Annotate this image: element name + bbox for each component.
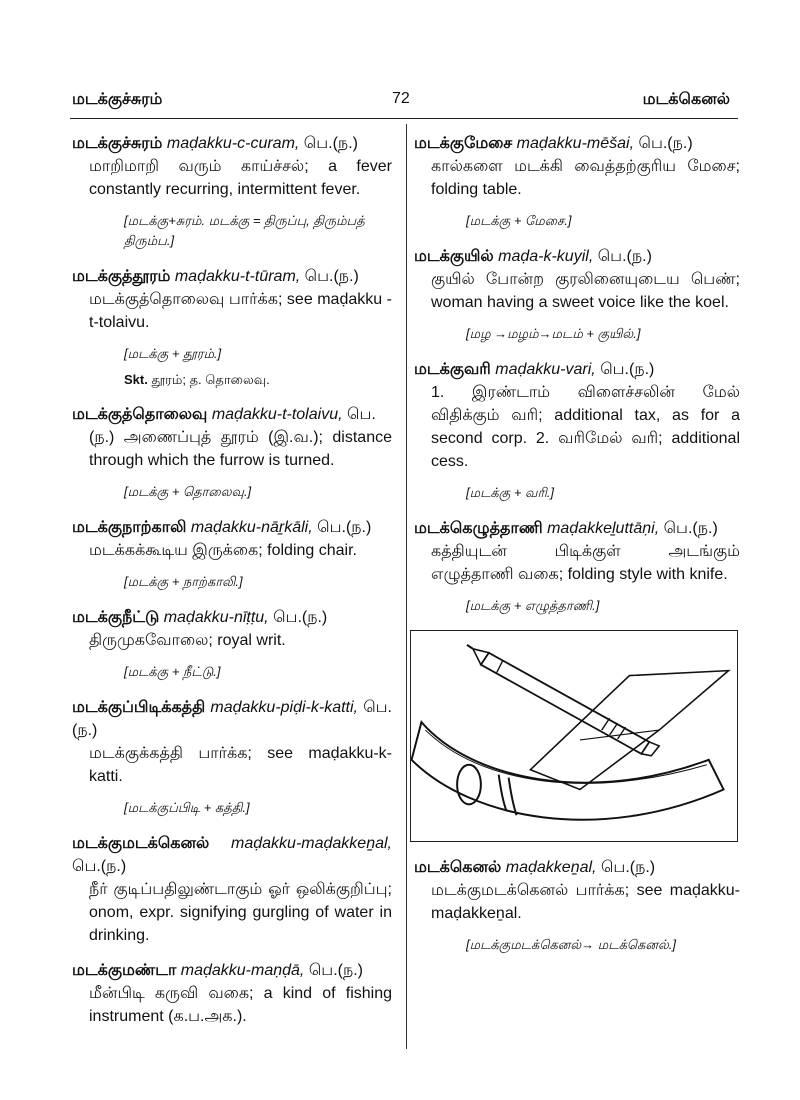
headword: மடக்குவரி <box>414 361 491 378</box>
etymology: [மடக்குமடக்கெனல்→ மடக்கெனல்.] <box>466 937 676 952</box>
definition: கத்தியுடன் பிடிக்குள் அடங்கும் எழுத்தாணி வகை; folding style with knife. <box>431 543 740 583</box>
transliteration: maḍakku-vari, <box>495 361 596 378</box>
headword: மடக்குநாற்காலி <box>72 519 187 536</box>
headword: மடக்குப்பிடிக்கத்தி <box>72 699 206 716</box>
definition: மீன்பிடி கருவி வகை; a kind of fishing instrument (க.ப.அக.). <box>89 985 392 1025</box>
etymology: [மடக்குப்பிடி + கத்தி.] <box>124 800 250 815</box>
headword: மடக்குமடக்கெனல் <box>72 835 210 852</box>
definition: நீர் குடிப்பதிலுண்டாகும் ஓர் ஒலிக்குறிப்பு; onom, expr. signifying gurgling of water in drinking. <box>89 881 392 944</box>
etymology: [மழ →மழம்→மடம் + குயில்.] <box>466 326 641 341</box>
grammar-tag: பெ.(ந.) <box>600 361 655 378</box>
transliteration: maḍakkeḻuttāṇi, <box>547 520 660 537</box>
running-head-left: மடக்குச்சுரம் <box>72 91 163 108</box>
source-note <box>72 372 392 389</box>
definition: மடக்குத்தொலைவு பார்க்க; see maḍakku -t-tolaivu. <box>89 291 392 331</box>
header-rule <box>70 118 738 119</box>
transliteration: maḍakku-t-tūram, <box>174 268 301 285</box>
entry-madakku-manda <box>72 959 392 1028</box>
entry-mada-k-kuyil <box>414 245 740 314</box>
running-head-right: மடக்கெனல் <box>642 91 730 108</box>
definition: திருமுகவோலை; royal writ. <box>89 632 286 649</box>
transliteration: maḍakku-c-curam, <box>166 135 300 152</box>
transliteration: maḍakku-t-tolaivu, <box>211 406 343 423</box>
column-divider <box>406 124 407 1049</box>
headword: மடக்குத்தொலைவு <box>72 406 208 423</box>
right-column <box>414 132 740 969</box>
grammar-tag: பெ.(ந.) <box>663 520 718 537</box>
transliteration: maḍakkeṉal, <box>505 859 597 876</box>
entry-madakku-t-turam <box>72 265 392 334</box>
definition: மாறிமாறி வரும் காய்ச்சல்; a fever constantly recurring, intermittent fever. <box>89 158 392 198</box>
entry-madakku-madakkenal <box>72 832 392 947</box>
folding-style-illustration <box>410 630 738 842</box>
grammar-tag: பெ.(ந.) <box>72 699 392 739</box>
entry-madakkeluttani <box>414 517 740 586</box>
definition: மடக்குமடக்கெனல் பார்க்க; see maḍakku-maḍakkeṉal. <box>431 882 740 922</box>
transliteration: maḍakku-maḍakkeṉal, <box>231 835 392 852</box>
entry-madakku-vari <box>414 358 740 473</box>
grammar-tag: பெ.(ந.) <box>273 609 328 626</box>
folding-style-knife-drawing <box>411 631 737 841</box>
entry-madakku-pidi-k-katti <box>72 696 392 788</box>
grammar-tag: பெ.(ந.) <box>304 268 359 285</box>
note-text: தூரம்; த. தொலைவு. <box>151 372 270 387</box>
transliteration: maḍakku-mēšai, <box>516 135 635 152</box>
headword: மடக்குமண்டா <box>72 962 177 979</box>
grammar-tag: பெ.(ந.) <box>303 135 358 152</box>
grammar-tag: பெ.(ந.) <box>600 859 656 876</box>
definition: கால்களை மடக்கி வைத்தற்குரிய மேசை; folding table. <box>431 158 740 198</box>
headword: மடக்குச்சுரம் <box>72 135 163 152</box>
headword: மடக்குமேசை <box>414 135 513 152</box>
headword: மடக்குயில் <box>414 248 494 265</box>
definition: மடக்கக்கூடிய இருக்கை; folding chair. <box>89 542 357 559</box>
page-number: 72 <box>392 90 410 107</box>
transliteration: maḍakku-maṇḍā, <box>180 962 305 979</box>
definition: (ந.) அணைப்புத் தூரம் (இ.வ.); distance through which the furrow is turned. <box>89 429 392 469</box>
entry-madakku-c-curam <box>72 132 392 201</box>
grammar-tag: பெ.(ந.) <box>72 858 127 875</box>
entry-madakku-narkali <box>72 516 392 562</box>
etymology: [மடக்கு + எழுத்தாணி.] <box>466 598 600 613</box>
transliteration: maḍa-k-kuyil, <box>498 248 594 265</box>
definition: மடக்குக்கத்தி பார்க்க; see maḍakku-k-katti. <box>89 745 392 785</box>
headword: மடக்குநீட்டு <box>72 609 160 626</box>
definition: குயில் போன்ற குரலினையுடைய பெண்; woman having a sweet voice like the koel. <box>431 271 740 311</box>
grammar-tag: பெ.(ந.) <box>308 962 363 979</box>
grammar-tag: பெ.(ந.) <box>317 519 372 536</box>
left-column <box>72 132 392 1040</box>
grammar-tag: பெ. <box>346 406 376 423</box>
entry-madakku-nittu <box>72 606 392 652</box>
etymology: [மடக்கு + நாற்காலி.] <box>124 574 243 589</box>
entry-madakku-mesai <box>414 132 740 201</box>
headword: மடக்குத்தூரம் <box>72 268 171 285</box>
etymology: [மடக்கு + நீட்டு.] <box>124 664 221 679</box>
definition: 1. இரண்டாம் விளைச்சலின் மேல் விதிக்கும் வரி; additional tax, as for a second corp. 2. வரிமேல் வரி; additional cess. <box>431 384 740 470</box>
grammar-tag: பெ.(ந.) <box>597 248 652 265</box>
etymology: [மடக்கு + மேசை.] <box>466 213 572 228</box>
grammar-tag: பெ.(ந.) <box>638 135 693 152</box>
transliteration: maḍakku-nāṟkāli, <box>190 519 313 536</box>
etymology: [மடக்கு+சுரம். மடக்கு = திருப்பு, திரும்பத் திரும்ப.] <box>124 213 365 248</box>
entry-madakku-t-tolaivu <box>72 403 392 472</box>
transliteration: maḍakku-nīṭṭu, <box>163 609 269 626</box>
transliteration: maḍakku-piḍi-k-katti, <box>210 699 358 716</box>
headword: மடக்கெனல் <box>414 859 502 876</box>
note-label: Skt. <box>124 372 148 387</box>
etymology: [மடக்கு + தொலைவு.] <box>124 484 252 499</box>
entry-madakkenal <box>414 856 740 925</box>
etymology: [மடக்கு + தூரம்.] <box>124 346 222 361</box>
etymology: [மடக்கு + வரி.] <box>466 485 555 500</box>
headword: மடக்கெழுத்தாணி <box>414 520 543 537</box>
